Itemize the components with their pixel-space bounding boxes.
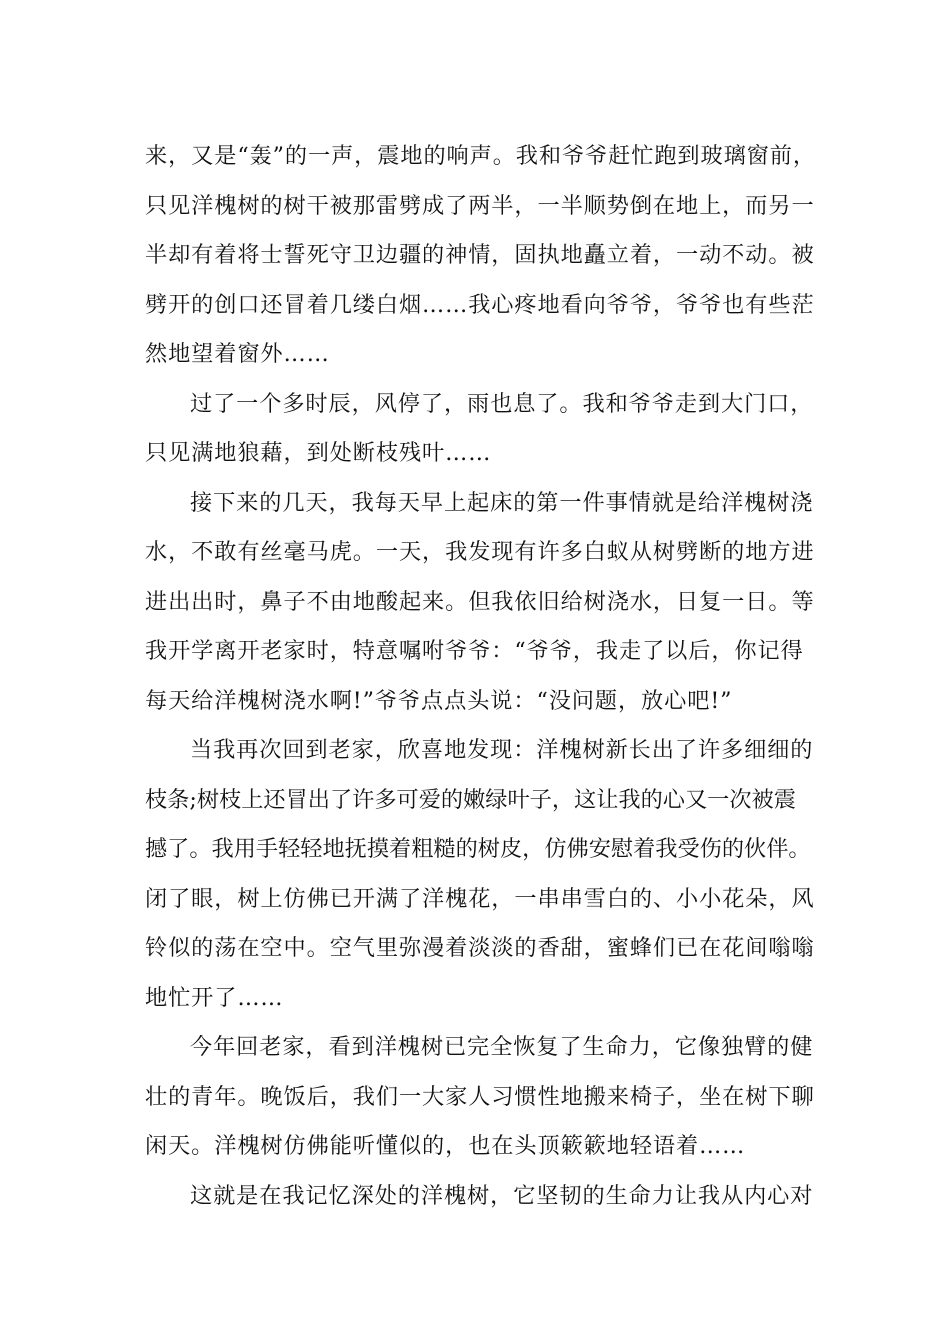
text-line: 劈开的创口还冒着几缕白烟……我心疼地看向爷爷，爷爷也有些茫 <box>145 291 815 318</box>
text-line: 地忙开了…… <box>145 984 284 1011</box>
text-line: 来，又是“轰”的一声，震地的响声。我和爷爷赶忙跑到玻璃窗前， <box>145 143 816 169</box>
text-line: 然地望着窗外…… <box>145 341 330 367</box>
text-line: 我开学离开老家时，特意嘱咐爷爷：“爷爷，我走了以后，你记得 <box>145 638 804 664</box>
paragraph-first-line: 过了一个多时辰，风停了，雨也息了。我和爷爷走到大门口， <box>190 390 814 417</box>
text-line: 闲天。洋槐树仿佛能听懂似的，也在头顶簌簌地轻语着…… <box>145 1133 746 1159</box>
text-line: 枝条;树枝上还冒出了许多可爱的嫩绿叶子，这让我的心又一次被震 <box>145 786 796 813</box>
text-line: 壮的青年。晚饭后，我们一大家人习惯性地搬来椅子，坐在树下聊 <box>145 1083 815 1110</box>
text-line: 铃似的荡在空中。空气里弥漫着淡淡的香甜，蜜蜂们已在花间嗡嗡 <box>145 935 815 961</box>
text-line: 进出出时，鼻子不由地酸起来。但我依旧给树浇水，日复一日。等 <box>145 588 815 615</box>
text-line: 只见满地狼藉，到处断枝残叶…… <box>145 440 492 466</box>
paragraph-first-line: 接下来的几天，我每天早上起床的第一件事情就是给洋槐树浇 <box>190 489 814 516</box>
text-line: 水，不敢有丝毫马虎。一天，我发现有许多白蚁从树劈断的地方进 <box>145 539 815 565</box>
paragraph-first-line: 今年回老家，看到洋槐树已完全恢复了生命力，它像独臂的健 <box>190 1034 814 1060</box>
text-line: 每天给洋槐树浇水啊!”爷爷点点头说：“没问题，放心吧!” <box>145 687 733 714</box>
essay-body <box>145 132 815 1221</box>
text-line: 闭了眼，树上仿佛已开满了洋槐花，一串串雪白的、小小花朵，风 <box>145 885 815 912</box>
paragraph-first-line: 当我再次回到老家，欣喜地发现：洋槐树新长出了许多细细的 <box>190 737 814 763</box>
text-line: 只见洋槐树的树干被那雷劈成了两半，一半顺势倒在地上，而另一 <box>145 192 815 219</box>
text-line: 撼了。我用手轻轻地抚摸着粗糙的树皮，仿佛安慰着我受伤的伙伴。 <box>145 836 811 862</box>
paragraph-first-line: 这就是在我记忆深处的洋槐树，它坚韧的生命力让我从内心对 <box>190 1182 814 1209</box>
text-line: 半却有着将士誓死守卫边疆的神情，固执地矗立着，一动不动。被 <box>145 242 815 268</box>
